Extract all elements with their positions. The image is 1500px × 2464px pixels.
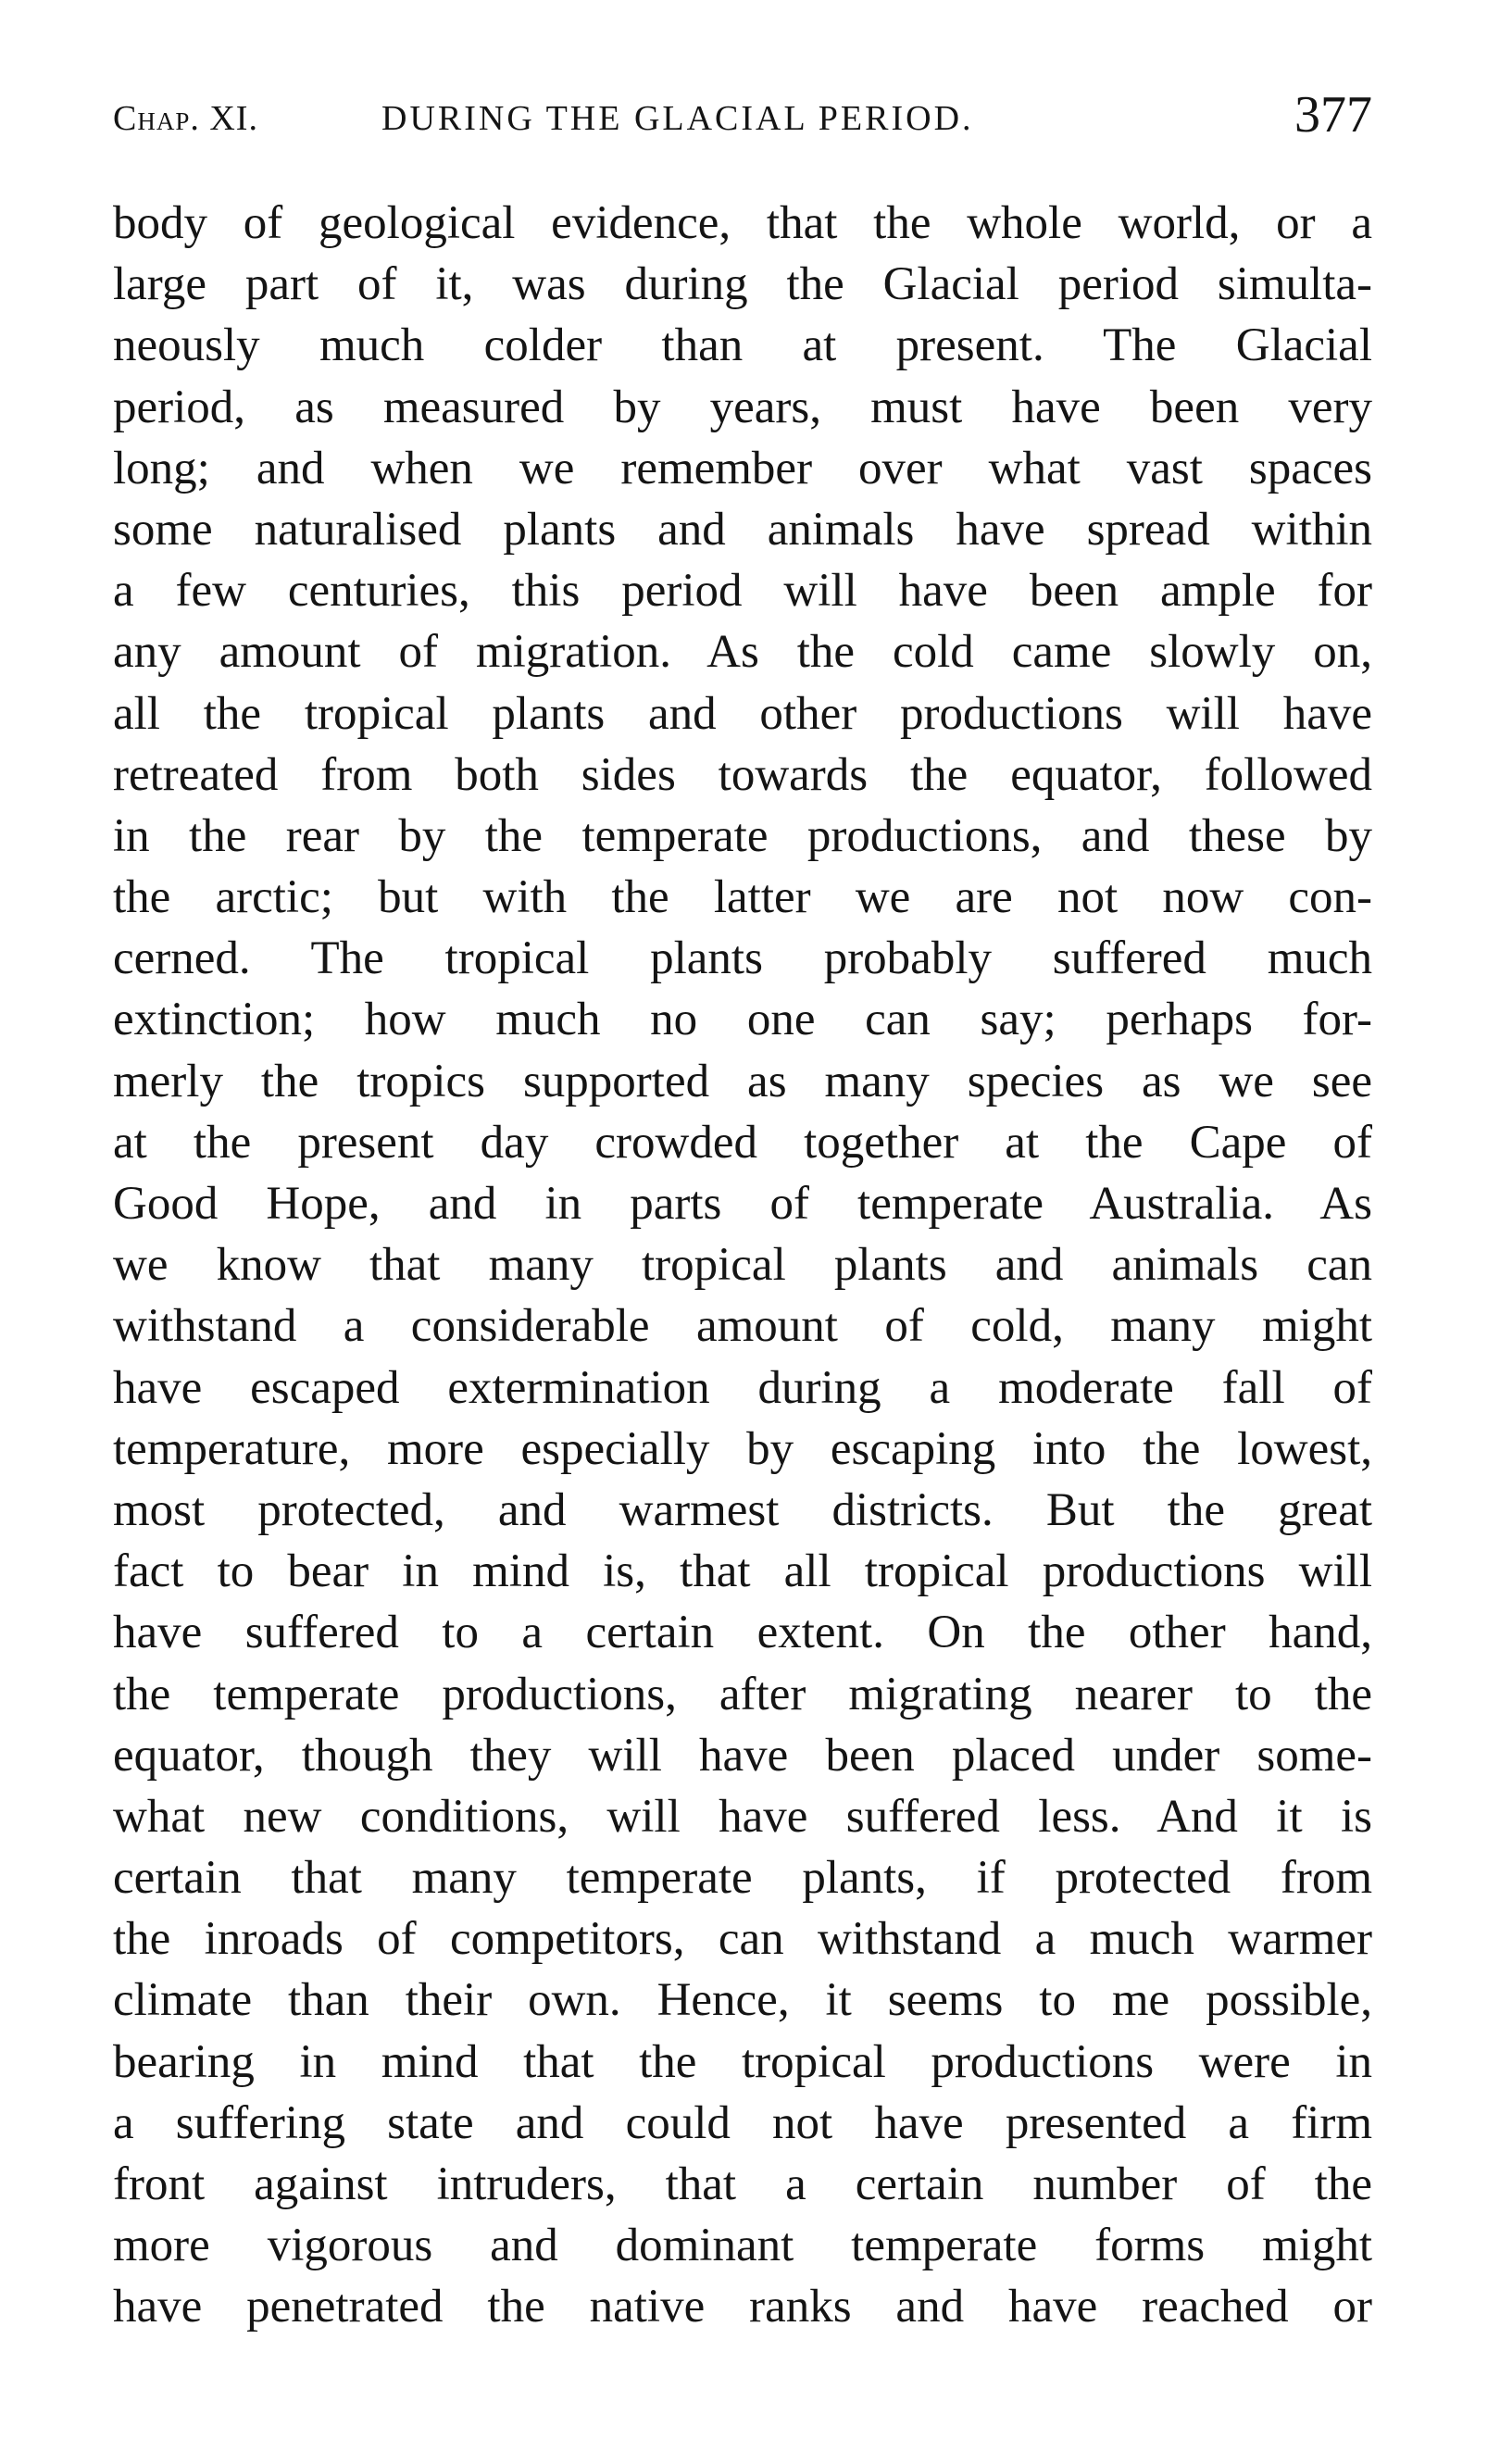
text-line: large part of it, was during the Glacial period simulta- xyxy=(113,258,1372,311)
text-line: extinction; how much no one can say; perhaps for- xyxy=(113,994,1372,1046)
text-line: a suffering state and could not have presented a firm xyxy=(113,2096,1372,2149)
text-line: at the present day crowded together at the Cape of xyxy=(113,1116,1372,1169)
text-line: withstand a considerable amount of cold, many might xyxy=(113,1300,1372,1353)
text-line: we know that many tropical plants and animals can xyxy=(113,1239,1372,1292)
text-line: any amount of migration. As the cold came slowly on, xyxy=(113,626,1372,679)
text-line: more vigorous and dominant temperate forms might xyxy=(113,2220,1372,2272)
text-line: front against intruders, that a certain number of the xyxy=(113,2158,1372,2210)
text-line: cerned. The tropical plants probably suffered much xyxy=(113,932,1372,985)
text-line: neously much colder than at present. The Glacial xyxy=(113,319,1372,372)
text-line: bearing in mind that the tropical productions were in xyxy=(113,2035,1372,2088)
text-line: retreated from both sides towards the equator, followed xyxy=(113,748,1372,801)
running-title: DURING THE GLACIAL PERIOD. xyxy=(381,99,974,138)
text-line: what new conditions, will have suffered less. And it is xyxy=(113,1790,1372,1843)
text-line: equator, though they will have been placed under some- xyxy=(113,1729,1372,1782)
text-line: a few centuries, this period will have been ample for xyxy=(113,565,1372,618)
text-line: in the rear by the temperate productions, and these by xyxy=(113,809,1372,862)
text-line: have suffered to a certain extent. On the other hand, xyxy=(113,1607,1372,1659)
text-line: have penetrated the native ranks and have reached or xyxy=(113,2281,1372,2333)
text-line: have escaped extermination during a moderate fall of xyxy=(113,1361,1372,1414)
text-line: some naturalised plants and animals have spread within xyxy=(113,503,1372,556)
text-line: all the tropical plants and other productions will have xyxy=(113,687,1372,740)
text-line: fact to bear in mind is, that all tropical productions will xyxy=(113,1545,1372,1598)
text-line: certain that many temperate plants, if protected from xyxy=(113,1852,1372,1905)
text-line: most protected, and warmest districts. But the great xyxy=(113,1483,1372,1536)
text-line: long; and when we remember over what vast spaces xyxy=(113,442,1372,494)
chapter-label: Chap. XI. xyxy=(113,99,258,138)
text-line: the inroads of competitors, can withstand a much warmer xyxy=(113,1913,1372,1966)
text-line: Good Hope, and in parts of temperate Australia. As xyxy=(113,1178,1372,1230)
text-line: merly the tropics supported as many species as we see xyxy=(113,1055,1372,1107)
text-line: climate than their own. Hence, it seems to me possible, xyxy=(113,1974,1372,2027)
text-line: temperature, more especially by escaping into the lowest, xyxy=(113,1422,1372,1475)
page-number: 377 xyxy=(1294,86,1372,144)
text-line: the temperate productions, after migrating nearer to the xyxy=(113,1668,1372,1720)
text-line: period, as measured by years, must have been very xyxy=(113,381,1372,433)
text-line: the arctic; but with the latter we are not now con- xyxy=(113,871,1372,924)
body-text xyxy=(113,193,1372,2338)
text-line: body of geological evidence, that the whole world, or a xyxy=(113,197,1372,249)
running-head xyxy=(113,85,1372,150)
